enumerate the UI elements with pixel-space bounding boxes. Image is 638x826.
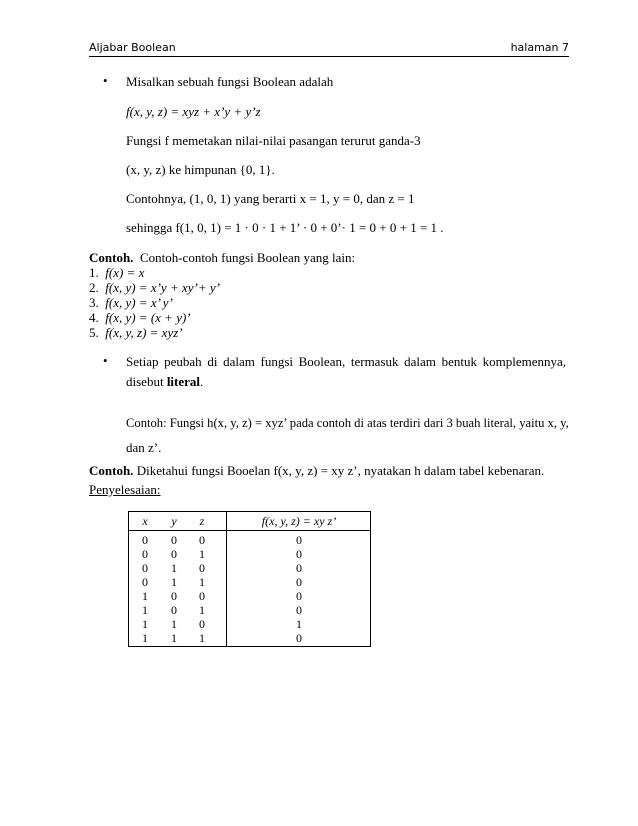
table-cell: 1 [199, 631, 205, 645]
table-cell: 1 [199, 547, 205, 561]
task-bold: Contoh. [89, 463, 134, 478]
examples-heading-bold: Contoh. [89, 250, 134, 265]
truth-table [128, 511, 371, 647]
table-cell: 0 [296, 575, 302, 589]
table-header-x: x [142, 514, 148, 528]
table-cell: 1 [171, 617, 177, 631]
table-cell: 0 [199, 533, 205, 547]
table-header-y: y [171, 514, 177, 528]
list-item [89, 280, 220, 295]
literal-pre: disebut [126, 374, 164, 389]
table-cell: 1 [142, 631, 148, 645]
table-cell: 0 [296, 547, 302, 561]
example-line-2: sehingga f(1, 0, 1) = 1 · 0 · 1 + 1’ · 0 + 0’· 1 = 0 + 0 + 1 = 1 . [126, 220, 444, 235]
solution-label: Penyelesaian: [89, 482, 161, 497]
table-cell: 1 [171, 631, 177, 645]
list-item-number: 5. [89, 325, 99, 340]
table-cell: 1 [171, 575, 177, 589]
task-statement [89, 463, 544, 478]
function-definition: f(x, y, z) = xyz + x’y + y’z [126, 104, 261, 119]
table-header-f: f(x, y, z) = xy z’ [261, 514, 337, 528]
table-cell: 1 [199, 575, 205, 589]
list-item-expression: f(x, y) = (x + y)’ [105, 310, 191, 325]
table-cell: 1 [171, 561, 177, 575]
table-cell: 0 [296, 603, 302, 617]
mapping-line-1: Fungsi f memetakan nilai-nilai pasangan terurut ganda-3 [126, 133, 421, 148]
mapping-line-2: (x, y, z) ke himpunan {0, 1}. [126, 162, 275, 177]
table-cell: 0 [142, 575, 148, 589]
list-item [89, 310, 191, 325]
truth-table-divider [226, 512, 227, 646]
table-cell: 0 [142, 547, 148, 561]
table-cell: 0 [199, 589, 205, 603]
table-cell: 0 [142, 533, 148, 547]
table-cell: 1 [296, 617, 302, 631]
table-cell: 0 [296, 631, 302, 645]
table-cell: 0 [171, 533, 177, 547]
list-item-number: 3. [89, 295, 99, 310]
literal-example-line-2: dan z’. [126, 440, 162, 455]
header-title: Aljabar Boolean [89, 41, 176, 54]
task-text: Diketahui fungsi Booelan f(x, y, z) = xy z’, nyatakan h dalam tabel kebenaran. [136, 463, 545, 478]
intro-text: Misalkan sebuah fungsi Boolean adalah [126, 74, 334, 89]
literal-post: . [200, 374, 204, 389]
table-cell: 0 [199, 617, 205, 631]
list-item-number: 4. [89, 310, 99, 325]
bullet-2: • [103, 353, 108, 368]
table-cell: 1 [142, 617, 148, 631]
list-item [89, 325, 183, 340]
list-item-expression: f(x, y, z) = xyz’ [105, 325, 183, 340]
page-header [89, 40, 569, 57]
header-page-number: halaman 7 [510, 41, 569, 54]
list-item-expression: f(x, y) = x’y + xy’+ y’ [105, 280, 220, 295]
table-cell: 0 [296, 533, 302, 547]
literal-term: literal [166, 374, 201, 389]
literal-definition-line-2 [126, 374, 203, 389]
table-cell: 1 [142, 603, 148, 617]
list-item-expression: f(x, y) = x’ y’ [105, 295, 173, 310]
table-cell: 0 [296, 561, 302, 575]
table-cell: 0 [296, 589, 302, 603]
table-cell: 0 [142, 561, 148, 575]
list-item [89, 265, 144, 280]
table-header-z: z [199, 514, 205, 528]
literal-example-line-1: Contoh: Fungsi h(x, y, z) = xyz’ pada contoh di atas terdiri dari 3 buah literal, yaitu x, y, [126, 416, 569, 430]
literal-definition-line-1: Setiap peubah di dalam fungsi Boolean, termasuk dalam bentuk komplemennya, [126, 354, 566, 369]
table-cell: 1 [199, 603, 205, 617]
table-cell: 0 [199, 561, 205, 575]
list-item [89, 295, 173, 310]
examples-heading [89, 250, 355, 265]
list-item-expression: f(x) = x [105, 265, 145, 280]
table-cell: 0 [171, 589, 177, 603]
list-item-number: 1. [89, 265, 99, 280]
table-cell: 0 [171, 547, 177, 561]
list-item-number: 2. [89, 280, 99, 295]
table-cell: 0 [171, 603, 177, 617]
table-cell: 1 [142, 589, 148, 603]
examples-heading-text: Contoh-contoh fungsi Boolean yang lain: [139, 250, 356, 265]
bullet-1: • [103, 73, 108, 88]
example-line-1: Contohnya, (1, 0, 1) yang berarti x = 1, y = 0, dan z = 1 [126, 191, 415, 206]
